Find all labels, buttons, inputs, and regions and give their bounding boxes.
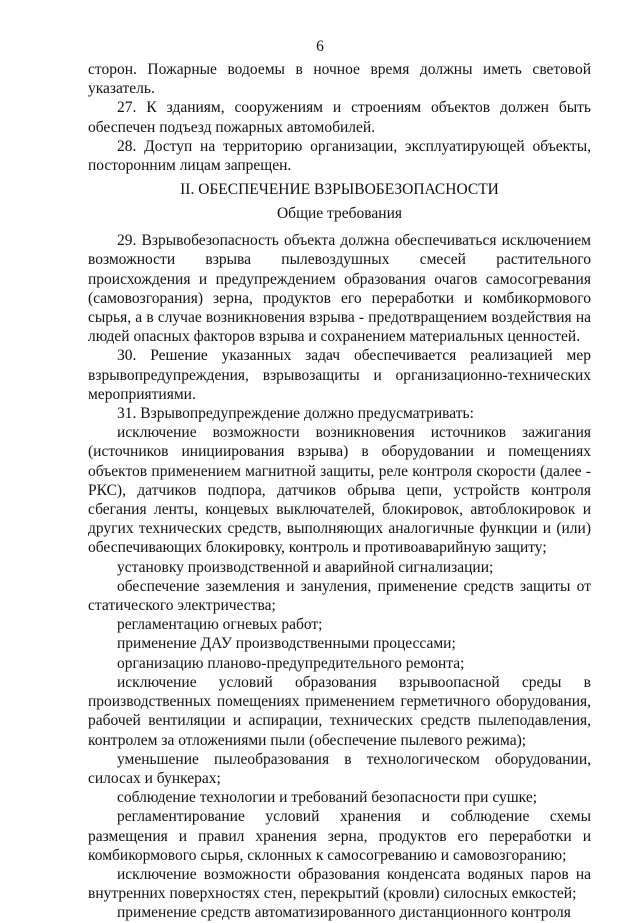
subsection-title: Общие требования xyxy=(276,205,402,223)
list-item-grounding: обеспечение заземления и зануления, применение средств защиты от статического электричества; xyxy=(88,577,591,615)
document-body xyxy=(88,60,591,923)
list-item-storage: регламентирование условий хранения и соблюдение схемы размещения и правил хранения зерна, продуктов его переработки и комбикормового сырья, склонных к самосогреванию и самовозгоранию; xyxy=(88,808,591,864)
paragraph-29: 29. Взрывобезопасность объекта должна обеспечиваться исключением возможности взрыва пылевоздушных смесей растительного происхождения и предупреждением образования очагов самосогревания (самовозгорания) зерна, продуктов его переработки и комбикормового сырья, а в случае возникновения взрыва - предотвращением воздействия на людей опасных факторов взрыва и сохранением материальных ценностей. xyxy=(88,232,591,346)
list-item-alarm: установку производственной и аварийной сигнализации; xyxy=(117,558,494,576)
list-item-explosive-environment: исключение условий образования взрывоопасной среды в производственных помещениях применением герметичного оборудования, рабочей вентиляции и аспирации, технических средств пылеподавления, контролем за отложениями пыли (обеспечение пылевого режима); xyxy=(88,673,591,749)
paragraph-28: 28. Доступ на территорию организации, эксплуатирующей объекты, посторонним лицам запрещен. xyxy=(88,137,591,175)
list-item-remote-control: применение средств автоматизированного дистанционного контроля xyxy=(117,904,571,922)
list-item-drying: соблюдение технологии и требований безопасности при сушке; xyxy=(117,789,538,807)
list-item-condensate: исключение возможности образования конденсата водяных паров на внутренних поверхностях стен, перекрытий (кровли) силосных емкостей; xyxy=(88,865,591,903)
paragraph-31: 31. Взрывопредупреждение должно предусматривать: xyxy=(117,405,474,423)
paragraph-continuation: сторон. Пожарные водоемы в ночное время должны иметь световой указатель. xyxy=(88,61,591,98)
paragraph-27: 27. К зданиям, сооружениям и строениям объектов должен быть обеспечен подъезд пожарных автомобилей. xyxy=(88,99,591,136)
paragraph-30: 30. Решение указанных задач обеспечивается реализацией мер взрывопредупреждения, взрывозащиты и организационно-технических мероприятиями. xyxy=(88,347,591,403)
list-item-dust-reduction: уменьшение пылеобразования в технологическом оборудовании, силосах и бункерах; xyxy=(88,750,591,787)
list-item-dau: применение ДАУ производственными процессами; xyxy=(117,635,456,653)
list-item-hot-work: регламентацию огневых работ; xyxy=(117,616,323,634)
list-item-ignition-sources: исключение возможности возникновения источников зажигания (источников инициирования взрыва) в оборудовании и помещениях объектов применением магнитной защиты, реле контроля скорости (далее - РКС), датчиков подпора, датчиков обрыва цепи, устройств контроля сбегания ленты, концевых выключателей, блокировок, автоблокировок и других технических средств, выполняющих аналогичные функции и (или) обеспечивающих блокировку, контроль и противоаварийную защиту; xyxy=(88,424,591,557)
section-title: II. ОБЕСПЕЧЕНИЕ ВЗРЫВОБЕЗОПАСНОСТИ xyxy=(180,181,499,199)
list-item-maintenance: организацию планово-предупредительного ремонта; xyxy=(117,654,465,672)
page-number: 6 xyxy=(316,38,324,55)
